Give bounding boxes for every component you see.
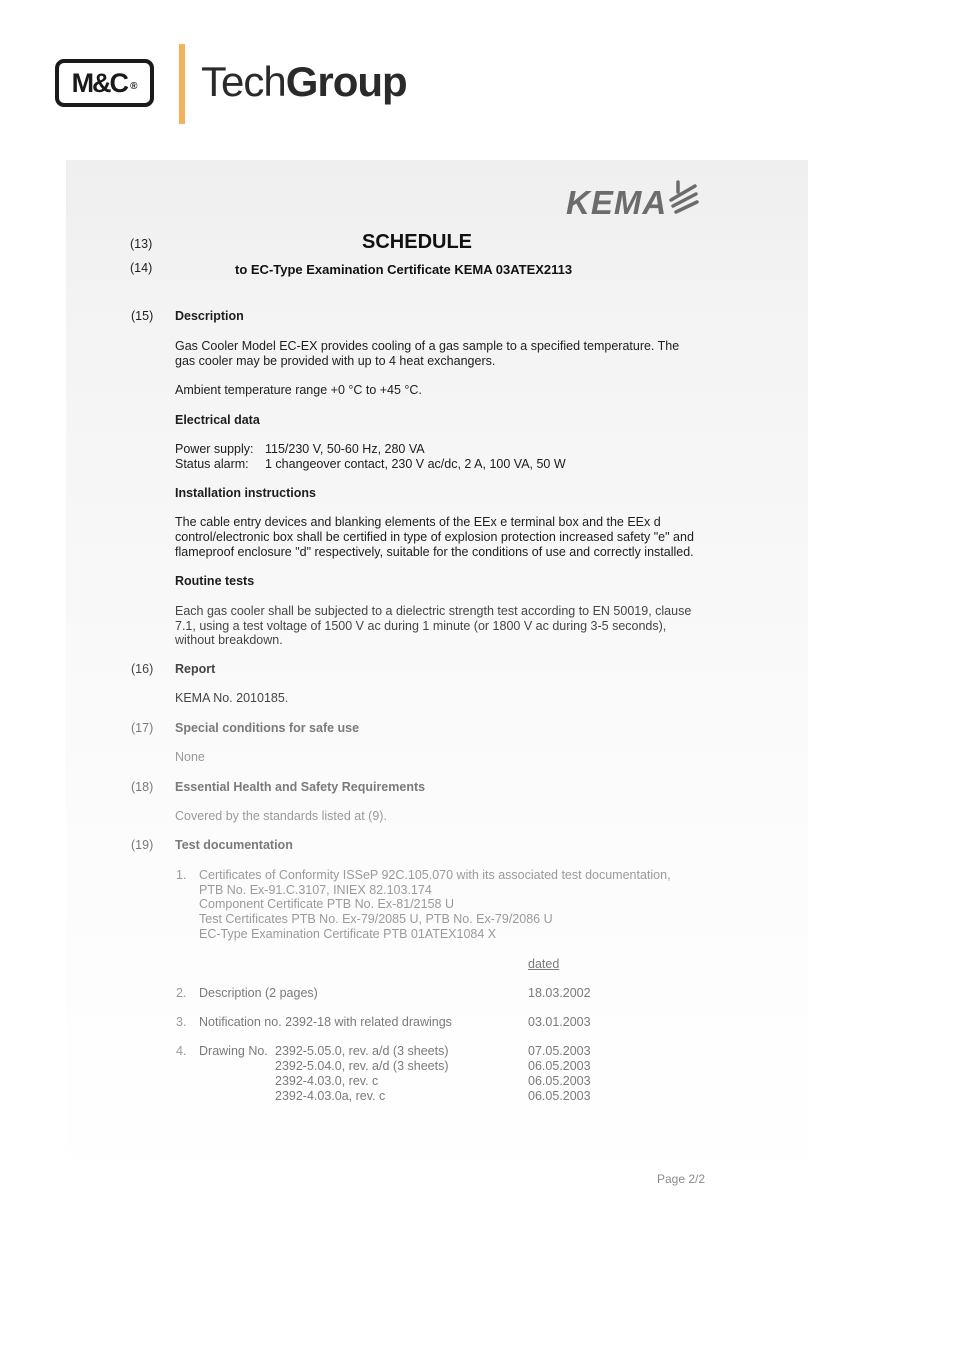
- brand-name-tech: Tech: [201, 58, 286, 105]
- installation-line: control/electronic box shall be certified in type of explosion protection increased safety "e" and: [175, 530, 694, 544]
- item3-date: 03.01.2003: [528, 1015, 591, 1029]
- description-heading: Description: [175, 309, 244, 323]
- routine-tests-line: Each gas cooler shall be subjected to a dielectric strength test according to EN 50019, clause: [175, 604, 692, 618]
- special-conditions-heading: Special conditions for safe use: [175, 721, 360, 735]
- test-documentation-heading: Test documentation: [175, 838, 293, 852]
- dated-column-header: dated: [528, 957, 560, 971]
- marker-15: (15): [131, 309, 154, 323]
- item1-line: PTB No. Ex-91.C.3107, INIEX 82.103.174: [199, 883, 432, 897]
- brand-name: [201, 58, 407, 106]
- installation-line: The cable entry devices and blanking elements of the EEx e terminal box and the EEx d: [175, 515, 661, 529]
- item3-text: Notification no. 2392-18 with related drawings: [199, 1015, 452, 1029]
- mc-logo-text: M&C: [71, 67, 128, 98]
- item-number: 4.: [176, 1044, 187, 1058]
- item1-line: EC-Type Examination Certificate PTB 01ATEX1084 X: [199, 927, 497, 941]
- ambient-temperature: Ambient temperature range +0 °C to +45 °C.: [175, 383, 422, 397]
- routine-tests-line: without breakdown.: [175, 633, 283, 647]
- marker-19: (19): [131, 838, 154, 852]
- drawing-number: 2392-4.03.0, rev. c: [275, 1074, 379, 1088]
- item1-line: Test Certificates PTB No. Ex-79/2085 U, PTB No. Ex-79/2086 U: [199, 912, 553, 926]
- electrical-data-heading: Electrical data: [175, 413, 260, 427]
- special-conditions-text: None: [175, 750, 205, 764]
- installation-line: flameproof enclosure "d" respectively, suitable for the conditions of use and correctly installed.: [175, 545, 694, 559]
- report-number: KEMA No. 2010185.: [175, 691, 289, 705]
- item1-line: Component Certificate PTB No. Ex-81/2158 U: [199, 897, 454, 911]
- drawing-number: 2392-4.03.0a, rev. c: [275, 1089, 386, 1103]
- item-number: 3.: [176, 1015, 187, 1029]
- status-alarm-label: Status alarm:: [175, 457, 249, 471]
- logo-divider: [179, 44, 185, 124]
- item1-line: Certificates of Conformity ISSeP 92C.105.070 with its associated test documentation,: [199, 868, 671, 882]
- power-supply-label: Power supply:: [175, 442, 254, 456]
- description-line: Gas Cooler Model EC-EX provides cooling of a gas sample to a specified temperature. The: [175, 339, 680, 353]
- registered-mark: ®: [130, 80, 138, 92]
- power-supply-value: 115/230 V, 50-60 Hz, 280 VA: [265, 442, 425, 456]
- routine-tests-heading: Routine tests: [175, 574, 255, 588]
- marker-14: (14): [130, 261, 153, 275]
- kema-logo: [566, 180, 699, 222]
- report-heading: Report: [175, 662, 216, 676]
- brand-name-group: Group: [285, 58, 407, 105]
- drawing-date: 06.05.2003: [528, 1074, 591, 1088]
- certificate-reference: to EC-Type Examination Certificate KEMA 03ATEX2113: [235, 262, 573, 277]
- status-alarm-value: 1 changeover contact, 230 V ac/dc, 2 A, 100 VA, 50 W: [265, 457, 566, 471]
- ehsr-heading: Essential Health and Safety Requirements: [175, 780, 426, 794]
- item4-label: Drawing No.: [199, 1044, 268, 1058]
- drawing-number: 2392-5.05.0, rev. a/d (3 sheets): [275, 1044, 449, 1058]
- marker-13: (13): [130, 237, 153, 251]
- drawing-date: 06.05.2003: [528, 1089, 591, 1103]
- item-number: 2.: [176, 986, 187, 1000]
- schedule-title: SCHEDULE: [362, 231, 473, 253]
- drawing-number: 2392-5.04.0, rev. a/d (3 sheets): [275, 1059, 449, 1073]
- mc-logo: [55, 59, 154, 107]
- marker-17: (17): [131, 721, 154, 735]
- installation-heading: Installation instructions: [175, 486, 316, 500]
- item-number: 1.: [176, 868, 187, 882]
- drawing-date: 06.05.2003: [528, 1059, 591, 1073]
- drawing-date: 07.05.2003: [528, 1044, 591, 1058]
- page-number: Page 2/2: [657, 1172, 706, 1186]
- marker-18: (18): [131, 780, 154, 794]
- item2-text: Description (2 pages): [199, 986, 318, 1000]
- kema-lightning-icon: [669, 180, 699, 216]
- item2-date: 18.03.2002: [528, 986, 591, 1000]
- marker-16: (16): [131, 662, 154, 676]
- routine-tests-line: 7.1, using a test voltage of 1500 V ac during 1 minute (or 1800 V ac during 3-5 seconds),: [175, 619, 667, 633]
- description-line: gas cooler may be provided with up to 4 heat exchangers.: [175, 354, 496, 368]
- ehsr-text: Covered by the standards listed at (9).: [175, 809, 387, 823]
- kema-logo-text: KEMA: [566, 184, 668, 221]
